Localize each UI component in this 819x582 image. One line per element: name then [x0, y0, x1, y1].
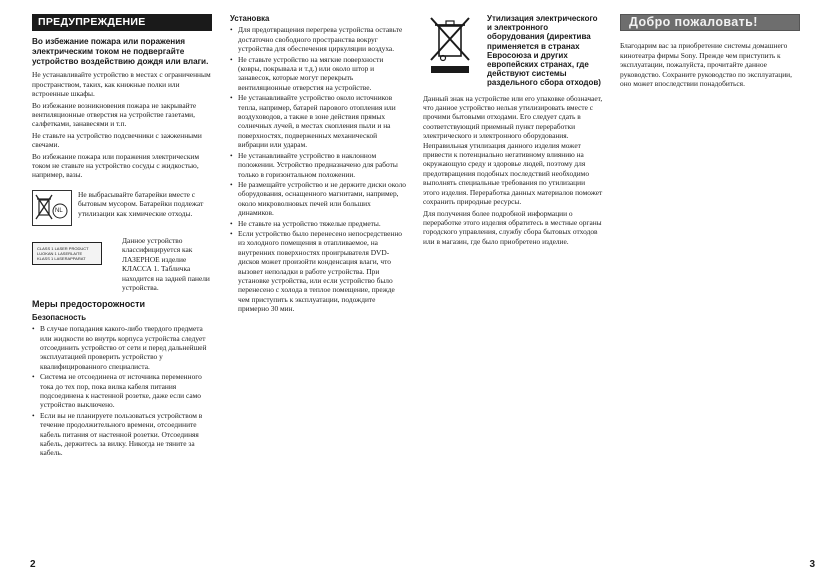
laser-note: Данное устройство классифицируется как ЛАЗЕРНОЕ изделие КЛАССА 1. Табличка находится на задней панели устройства. [122, 235, 210, 292]
list-item: • Если устройство было перенесено непосредственно из холодного помещения в отапливаемое, на внутренних поверхностях проигрывателя DVD-дисков может произойти конденсация влаги, что вызовет неполадки в работе устройства. При установке устройства, или если устройство было перенесено с холода в теплое помещение, прежде чем приступить к эксплуатации, подождите примерно 30 мин. [230, 229, 406, 314]
precautions-title: Меры предосторожности [32, 299, 146, 310]
safety-list [32, 324, 212, 458]
page-number-left: 2 [30, 559, 36, 570]
crossed-bin-nl-icon [32, 190, 72, 226]
laser-label-line: LUOKAN 1 LASERLAITE [37, 250, 83, 256]
laser-label-line: CLASS 1 LASER PRODUCT [37, 245, 89, 251]
battery-block [32, 190, 212, 226]
warning-paragraph: Не устанавливайте устройство в местах с ограниченным пространством, таких, как книжные полки или встроенные шкафы. [32, 70, 211, 99]
weee-symbol [423, 14, 479, 88]
list-item: • Не ставьте на устройство тяжелые предметы. [230, 219, 406, 228]
warning-banner: ПРЕДУПРЕЖДЕНИЕ [32, 14, 212, 31]
middle-column [230, 14, 406, 315]
weee-paragraph: Данный знак на устройстве или его упаковке обозначает, что данное устройство нельзя утилизировать вместе с прочими бытовыми отходами. Его следует сдать в соответствующий приемный пункт переработки электрического и электронного оборудования. Неправильная утилизация данного изделия может привести к потенциально негативному влиянию на окружающую среду и здоровье людей, поэтому для предотвращения подобных последствий необходимо выполнять специальные требования по утилизации этого изделия. Переработка данных материалов поможет сохранить природные ресурсы. [423, 93, 603, 207]
weee-paragraph: Для получения более подробной информации о переработке этого изделия обратитесь в местные органы городского управления, службу сбора бытовых отходов или в магазин, где было приобретено изделие. [423, 208, 602, 246]
welcome-banner: Добро пожаловать! [620, 14, 800, 31]
list-item: • Не устанавливайте устройство в наклонном положении. Устройство предназначено для работы только в горизонтальном положении. [230, 151, 406, 179]
list-item: • Не ставьте устройство на мягкие поверхности (ковры, покрывала и т.д.) или около штор и занавесок, которые могут перекрыть вентиляционные отверстия на устройстве. [230, 55, 406, 93]
laser-class-label [32, 242, 102, 265]
weee-title: Утилизация электрического и электронного оборудования (директива применяется в странах Евросоюза и других европейских странах, где действуют системы раздельного сбора отходов) [487, 14, 601, 88]
list-item: • В случае попадания какого-либо твердого предмета или жидкости во внутрь корпуса устройства следует отсоединить устройство от сети и перед дальнейшей эксплуатацией проверить устройство у квалифицированного специалиста. [32, 324, 212, 371]
warning-paragraph: Не ставьте на устройство подсвечники с зажженными свечами. [32, 130, 202, 150]
install-title: Установка [230, 14, 270, 23]
crossed-wheelie-bin-icon [423, 14, 479, 76]
weee-header [423, 14, 603, 88]
list-item: • Не размещайте устройство и не держите диски около оборудования, оснащенного магнитами, например, около микроволновых печей или больших динамиков. [230, 180, 406, 218]
laser-label-line: KLASS 1 LASERAPPARAT [37, 255, 86, 261]
nl-mark: NL [55, 207, 63, 214]
list-item: • Если вы не планируете пользоваться устройством в течение продолжительного времени, отсоедините кабель питания от настенной розетки. Отсоединяя кабель, держитесь за вилку. Никогда не тяните за кабель. [32, 411, 212, 458]
list-item: • Не устанавливайте устройство около источников тепла, например, батарей парового отопления или воздуховодов, а также в зоне действия прямых солнечных лучей, в местах скопления пыли и на поверхностях, подверженных механической вибрации или ударам. [230, 93, 406, 149]
fire-warning: Во избежание пожара или поражения электрическим током не подвергайте устройство воздействию дождя или влаги. [32, 37, 209, 67]
install-list [230, 25, 406, 313]
battery-note: Не выбрасывайте батарейки вместе с бытовым мусором. Батарейки подлежат утилизации как химические отходы. [78, 189, 204, 218]
warning-paragraph: Во избежание возникновения пожара не закрывайте вентиляционные отверстия на устройстве газетами, салфетками, занавесями и т.п. [32, 100, 197, 129]
left-column [32, 14, 212, 459]
weee-column [423, 14, 603, 248]
list-item: • Для предотвращения перегрева устройства оставьте достаточно свободного пространства вокруг устройства для обеспечения циркуляции воздуха. [230, 25, 406, 53]
page-number-right: 3 [809, 559, 815, 570]
crossed-bin-icon [33, 191, 71, 225]
safety-title: Безопасность [32, 312, 87, 322]
welcome-column [620, 14, 800, 90]
warning-paragraph: Во избежание пожара или поражения электрическим током не ставьте на устройство сосуды с жидкостью, например, вазы. [32, 151, 200, 180]
list-item: • Система не отсоединена от источника переменного тока до тех пор, пока вилка кабеля питания подсоединена к настенной розетке, даже если само устройство выключено. [32, 372, 212, 410]
laser-block [32, 236, 212, 292]
welcome-text: Благодарим вас за приобретение системы домашнего кинотеатра фирмы Sony. Прежде чем приступить к эксплуатации, пожалуйста, прочитайте данное руководство. Сохраните руководство по эксплуатации, оно может впоследствии понадобиться. [620, 41, 792, 89]
